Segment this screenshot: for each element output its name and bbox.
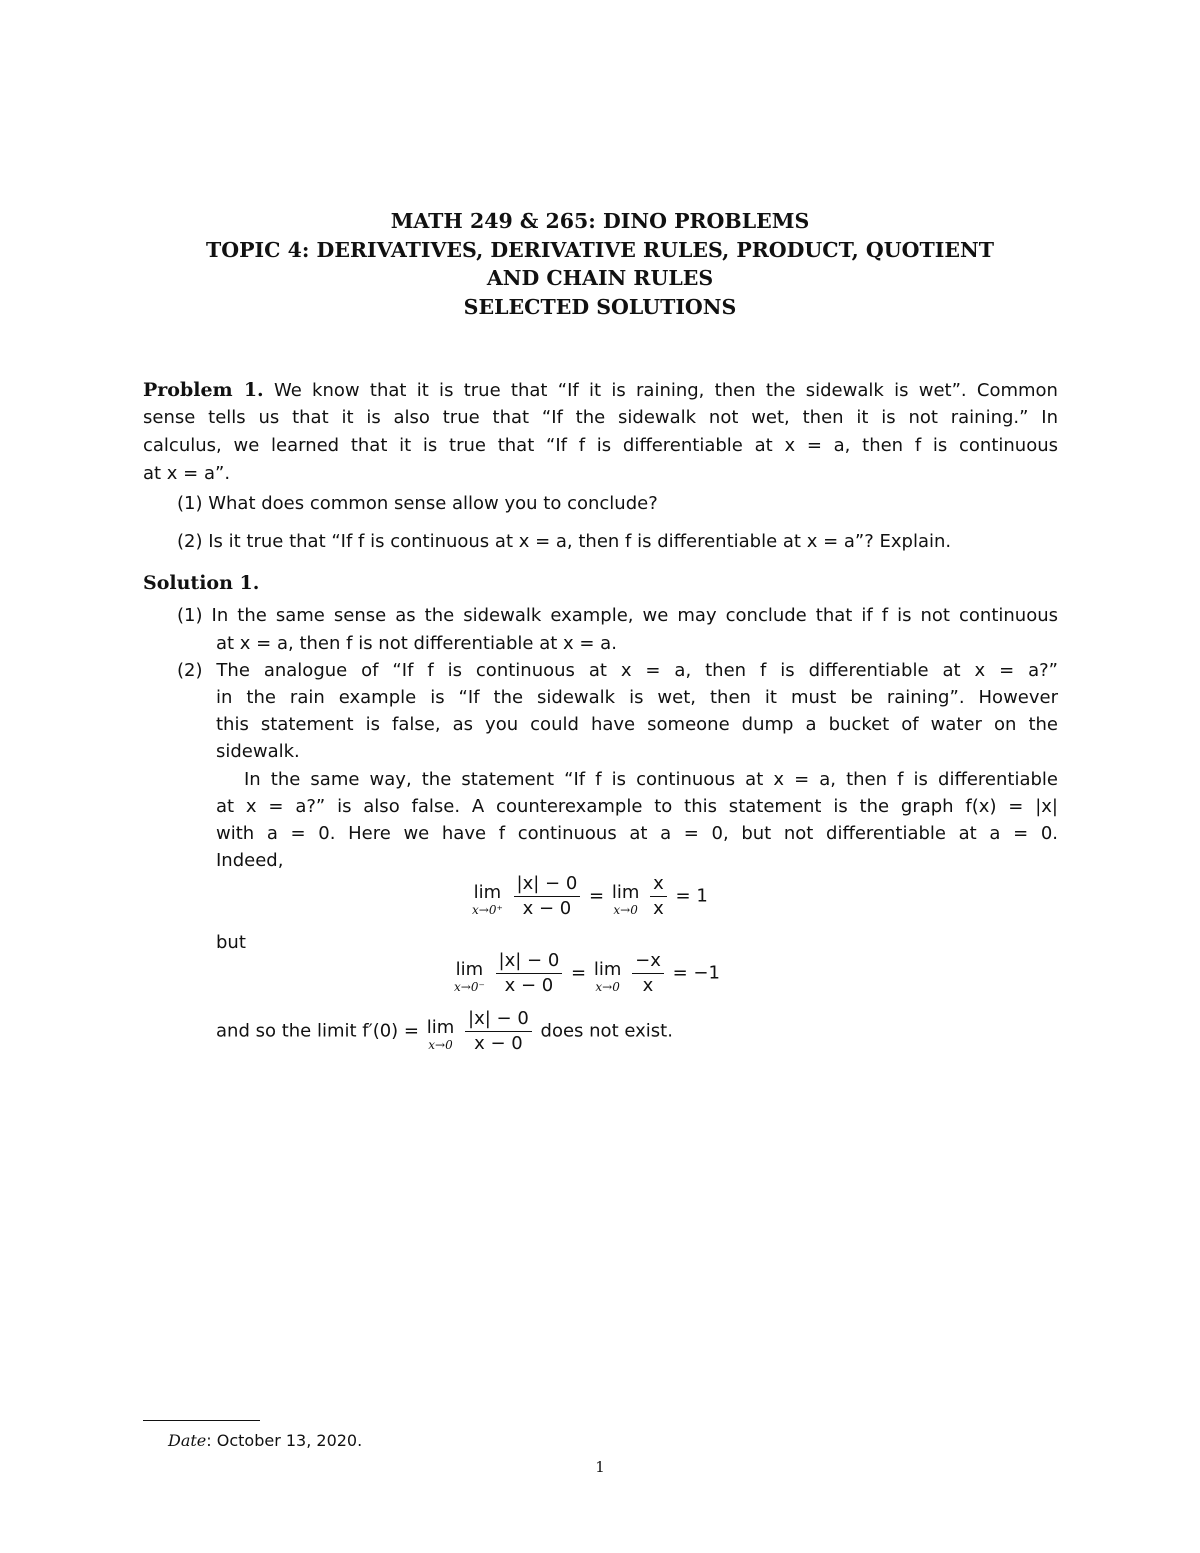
problem-label: Problem 1. xyxy=(143,379,264,401)
solution-para-2-line-3: with a = 0. Here we have f continuous at a = 0, but not differentiable at a = 0. xyxy=(216,823,1058,844)
footnote-date: Date: October 13, 2020. xyxy=(168,1431,363,1450)
equation-derivative-limit xyxy=(216,1008,673,1055)
solution-item-2-line-1: (2) The analogue of “If f is continuous at x = a, then f is differentiable at x = a?” xyxy=(177,660,1058,681)
but-text: but xyxy=(216,932,246,953)
limit-operator: lim x→0⁺ xyxy=(472,881,503,917)
problem-line-1 xyxy=(143,377,1058,403)
limit-operator: lim x→0 xyxy=(426,1016,455,1052)
page-number: 1 xyxy=(595,1458,605,1476)
problem-item-1: (1) What does common sense allow you to conclude? xyxy=(177,493,658,514)
solution-heading xyxy=(143,570,259,596)
problem-line-4: at x = a”. xyxy=(143,463,231,484)
equation-right-limit: lim x→0⁺ $\frac{|x| - 0}{x - 0}$ = lim x→0 $\frac{x}{x}$ = 1 xyxy=(472,873,708,919)
and-so-text: and so the limit f′(0) = xyxy=(216,1020,420,1042)
equation-left-limit: lim x→0⁻ $\frac{|x| - 0}{x - 0}$ = lim x→0 $\frac{-x}{x}$ = −1 xyxy=(454,950,720,996)
title-line-2: TOPIC 4: DERIVATIVES, DERIVATIVE RULES, PRODUCT, QUOTIENT xyxy=(206,237,994,262)
solution-label: Solution 1. xyxy=(143,572,260,594)
solution-item-2-line-3: this statement is false, as you could have someone dump a bucket of water on the xyxy=(216,714,1058,735)
title-line-4: SELECTED SOLUTIONS xyxy=(463,294,737,319)
problem-line-2: sense tells us that it is also true that “If the sidewalk not wet, then it is not raining.” In xyxy=(143,407,1058,428)
fraction: $\frac{|x| - 0}{x - 0}$ xyxy=(514,873,581,920)
solution-item-2-line-4: sidewalk. xyxy=(216,741,300,762)
limit-operator: lim x→0 xyxy=(593,958,622,994)
limit-operator: lim x→0 xyxy=(611,881,640,917)
does-not-exist-text: does not exist. xyxy=(540,1020,673,1042)
fraction: $\frac{|x| - 0}{x - 0}$ xyxy=(496,950,563,997)
limit-operator: lim x→0⁻ xyxy=(454,958,485,994)
title-line-1: MATH 249 & 265: DINO PROBLEMS xyxy=(390,209,810,233)
document-title xyxy=(100,207,1100,321)
title-line-3: AND CHAIN RULES xyxy=(486,266,714,290)
solution-para-2-line-4: Indeed, xyxy=(216,850,284,871)
solution-para-2-line-2: at x = a?” is also false. A counterexample to this statement is the graph f(x) = |x| xyxy=(216,796,1058,817)
problem-item-2: (2) Is it true that “If f is continuous at x = a, then f is differentiable at x = a”? Explain. xyxy=(177,531,952,552)
footnote-rule xyxy=(143,1420,260,1421)
solution-item-2-line-2: in the rain example is “If the sidewalk is wet, then it must be raining”. However xyxy=(216,687,1058,708)
problem-text-1: We know that it is true that “If it is raining, then the sidewalk is wet”. Common xyxy=(273,380,1058,401)
fraction: $\frac{-x}{x}$ xyxy=(632,950,664,997)
fraction: $\frac{|x| - 0}{x - 0}$ xyxy=(465,1008,532,1055)
solution-para-2-line-1: In the same way, the statement “If f is continuous at x = a, then f is differentiable xyxy=(244,769,1058,790)
fraction: $\frac{x}{x}$ xyxy=(650,873,667,920)
problem-line-3: calculus, we learned that it is true that “If f is differentiable at x = a, then f is continuous xyxy=(143,435,1058,456)
solution-item-1-line-1: (1) In the same sense as the sidewalk example, we may conclude that if f is not continuous xyxy=(177,605,1058,626)
solution-item-1-line-2: at x = a, then f is not differentiable at x = a. xyxy=(216,633,617,654)
